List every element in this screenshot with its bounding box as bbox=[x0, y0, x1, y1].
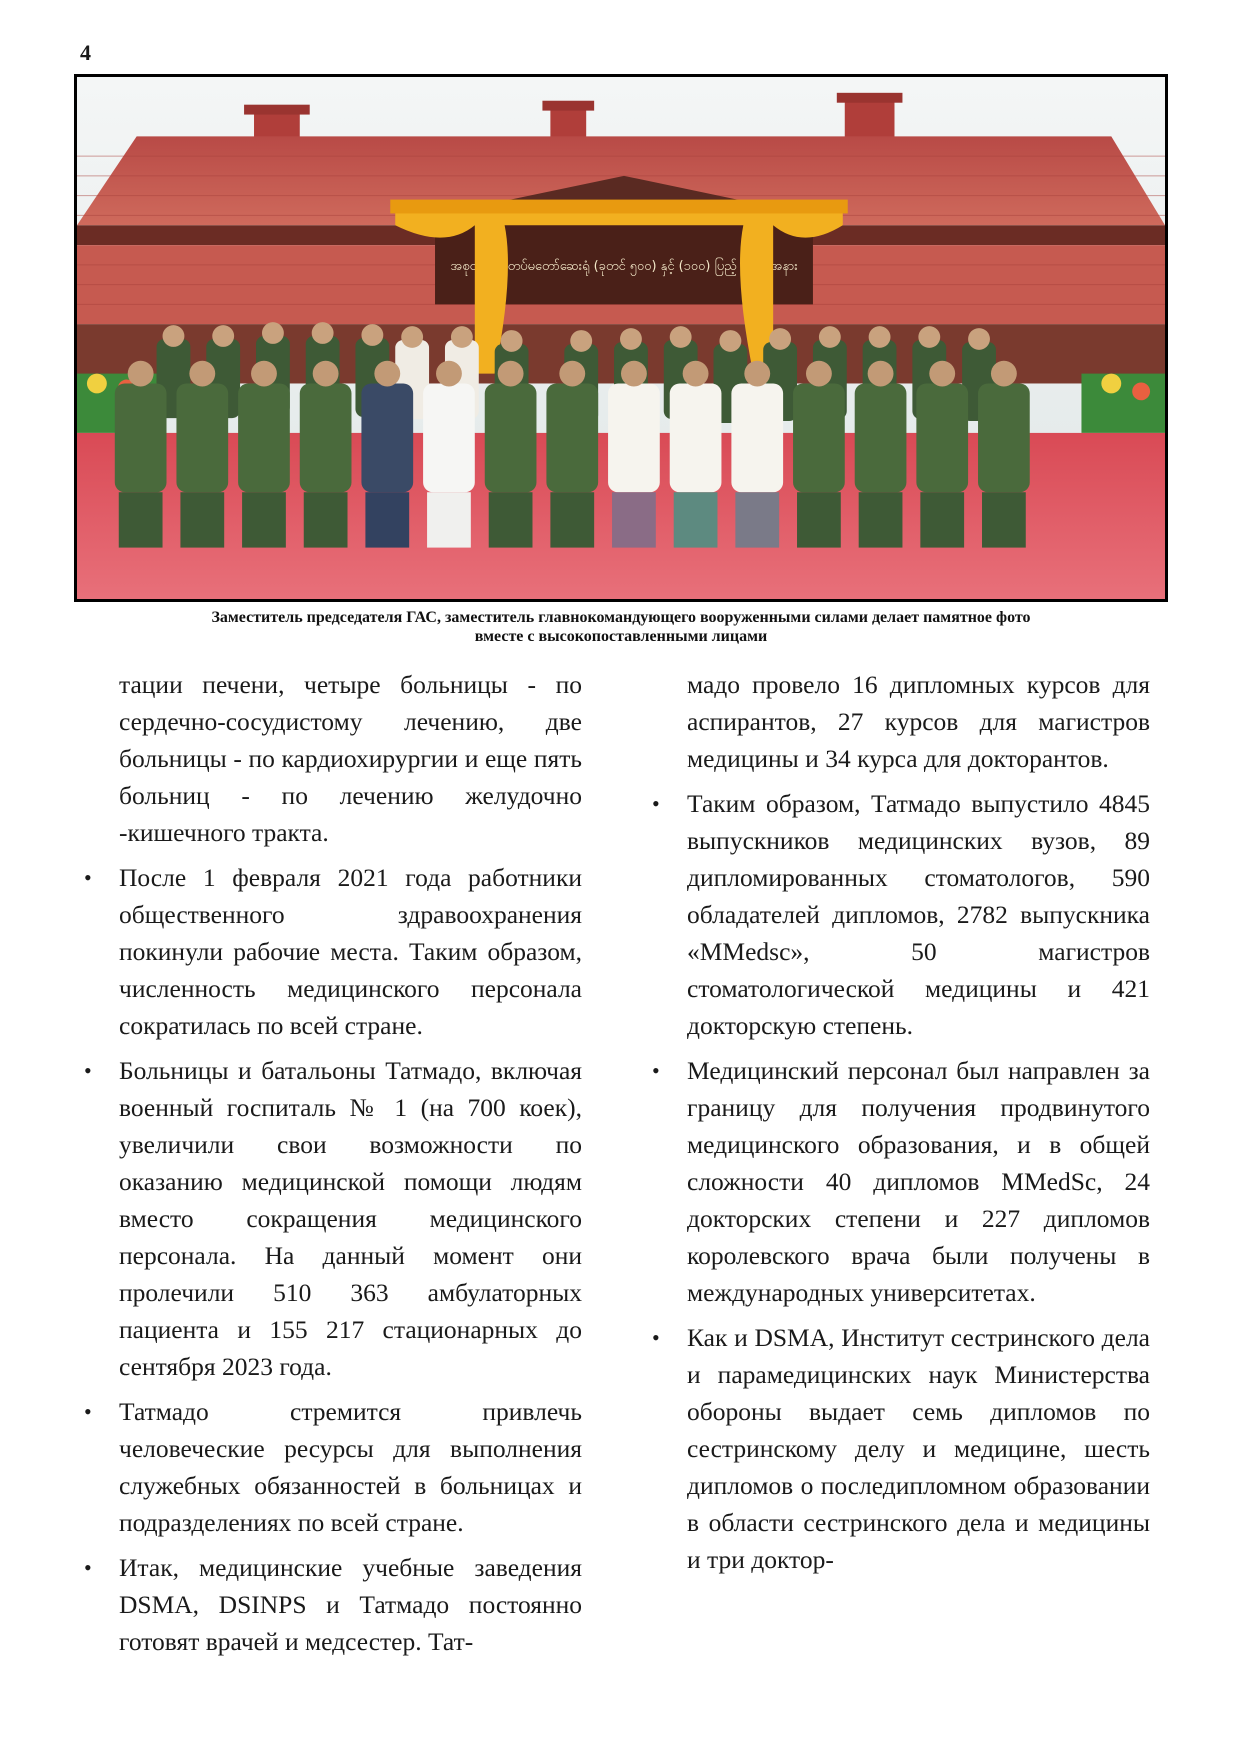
bullet-icon: • bbox=[84, 1555, 92, 1580]
bullet-item bbox=[654, 1052, 1150, 1311]
bullet-item bbox=[86, 1393, 582, 1541]
bullet-item bbox=[86, 859, 582, 1044]
paragraph bbox=[86, 666, 582, 851]
bullet-icon: • bbox=[652, 791, 660, 816]
bullet-icon: • bbox=[652, 1325, 660, 1350]
paragraph-text: мадо провело 16 дипломных курсов для аспирантов, 27 курсов для магистров медицины и 34 курса для докторантов. bbox=[687, 670, 1150, 773]
bullet-item bbox=[86, 1549, 582, 1660]
paragraph-text: Как и DSMA, Институт сестринского дела и парамедицинских наук Министерства обороны выдает семь дипломов по сестринскому делу и медицине, шесть дипломов о последипломном образовании в области сестринского дела и медицины и три доктор- bbox=[687, 1323, 1150, 1574]
bullet-item bbox=[86, 1052, 582, 1385]
bullet-icon: • bbox=[84, 1058, 92, 1083]
left-column bbox=[86, 666, 582, 1668]
group-photo-image bbox=[77, 77, 1165, 599]
bullet-icon: • bbox=[84, 1399, 92, 1424]
paragraph-text: Медицинский персонал был направлен за границу для получения продвинутого медицинского образования, и в общей сложности 40 дипломов MMedSc, 24 докторских степени и 227 дипломов королевского врача были получены в международных университетах. bbox=[687, 1056, 1150, 1307]
group-photo bbox=[74, 74, 1168, 602]
caption-line-1: Заместитель председателя ГАС, заместитель главнокомандующего вооруженными силами делает памятное фото bbox=[211, 609, 1031, 626]
caption-line-2: вместе с высокопоставленными лицами bbox=[474, 628, 768, 645]
photo-caption bbox=[74, 608, 1168, 646]
paragraph-text: После 1 февраля 2021 года работники общественного здравоохранения покинули рабочие места. Таким образом, численность медицинского персонала сократилась по всей стране. bbox=[119, 863, 582, 1040]
paragraph bbox=[654, 666, 1150, 777]
paragraph-text: Итак, медицинские учебные заведения DSMA, DSINPS и Татмадо постоянно готовят врачей и медсестер. Тат- bbox=[119, 1553, 582, 1656]
paragraph-text: Больницы и батальоны Татмадо, включая военный госпиталь № 1 (на 700 коек), увеличили свои возможности по оказанию медицинской помощи людям вместо сокращения медицинского персонала. На данный момент они пролечили 510 363 амбулаторных пациента и 155 217 стационарных до сентября 2023 года. bbox=[119, 1056, 582, 1381]
paragraph-text: Татмадо стремится привлечь человеческие ресурсы для выполнения служебных обязанностей в больницах и подразделениях по всей стране. bbox=[119, 1397, 582, 1537]
bullet-icon: • bbox=[652, 1058, 660, 1083]
bullet-item bbox=[654, 1319, 1150, 1578]
sign-text: အစုတ် (၀) တပ်မတော်ဆေးရုံ (ခုတင် ၅၀၀) နှင့် (၁၀၀) ပြည့် အစမ်းအနား bbox=[450, 258, 798, 274]
paragraph-text: Таким образом, Татмадо выпустило 4845 выпускников медицинских вузов, 89 дипломированных стоматологов, 590 обладателей дипломов, 2782 выпускника «MMedsc», 50 магистров стоматологической медицины и 421 докторскую степень. bbox=[687, 789, 1150, 1040]
page-number: 4 bbox=[80, 40, 91, 65]
bullet-item bbox=[654, 785, 1150, 1044]
right-column bbox=[654, 666, 1150, 1586]
bullet-icon: • bbox=[84, 865, 92, 890]
paragraph-text: тации печени, четыре больницы - по сердечно-сосудистому лечению, две больницы - по кардиохирургии и еще пять больниц - по лечению желудочно -кишечного тракта. bbox=[119, 670, 582, 847]
